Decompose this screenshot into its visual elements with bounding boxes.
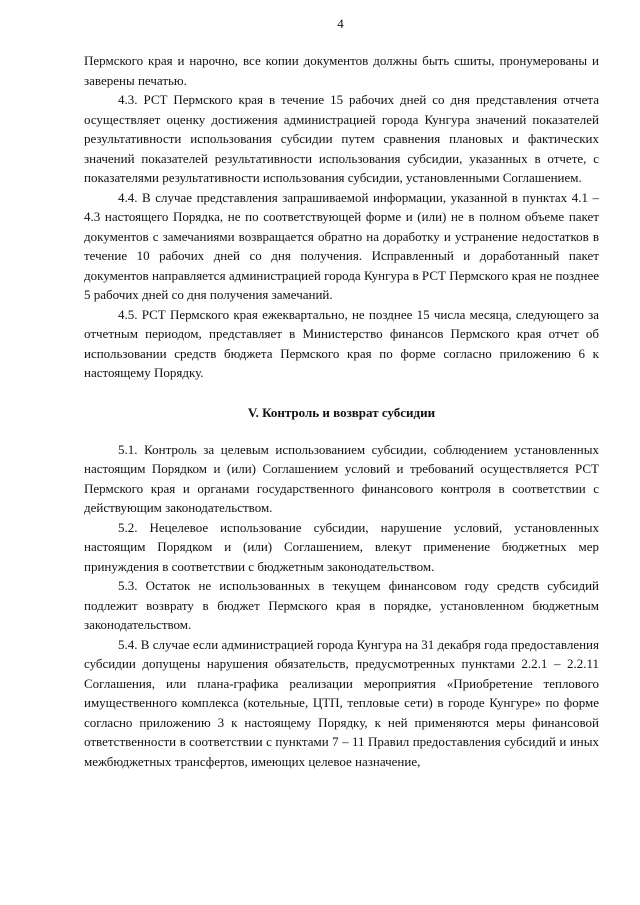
paragraph-4-3: 4.3. РСТ Пермского края в течение 15 рабочих дней со дня представления отчета осуществляет оценку достижения администрацией города Кунгура значений показателей результативности использования субсидии путем сравнения плановых и фактических значений показателей результативности использования субсидии, указанных в отчете, с показателями результативности использования субсидии, установленными Соглашением. — [84, 92, 599, 185]
page-number: 4 — [337, 16, 344, 31]
paragraph-continuation: Пермского края и нарочно, все копии документов должны быть сшиты, пронумерованы и заверены печатью. — [84, 53, 599, 88]
document-page — [84, 14, 599, 771]
paragraph-5-2: 5.2. Нецелевое использование субсидии, нарушение условий, установленных настоящим Порядком и (или) Соглашением, влекут применение бюджетных мер принуждения в соответствии с бюджетным законодательством. — [84, 519, 599, 574]
section-heading: V. Контроль и возврат субсидии — [247, 404, 436, 420]
paragraph-4-5: 4.5. РСТ Пермского края ежеквартально, не позднее 15 числа месяца, следующего за отчетным периодом, представляет в Министерство финансов Пермского края отчет об использовании средств бюджета Пермского края по форме согласно приложению 6 к настоящему Порядку. — [84, 306, 599, 380]
paragraph-5-1: 5.1. Контроль за целевым использованием субсидии, соблюдением установленных настоящим Порядком и (или) Соглашением условий и требований осуществляется РСТ Пермского края и органами государственного финансового контроля в соответствии с действующим законодательством. — [84, 441, 599, 515]
paragraph-4-4: 4.4. В случае представления запрашиваемой информации, указанной в пунктах 4.1 – 4.3 настоящего Порядка, не по соответствующей форме и (или) не в полном объеме пакет документов с замечаниями возвращается обратно на доработку и устранение недостатков в течение 10 рабочих дней со дня получения. Исправленный и доработанный пакет документов направляется администрацией города Кунгура в РСТ Пермского края не позднее 5 рабочих дней со дня получения замечаний. — [84, 189, 599, 302]
paragraph-5-3: 5.3. Остаток не использованных в текущем финансовом году средств субсидий подлежит возврату в бюджет Пермского края в порядке, установленном бюджетным законодательством. — [84, 578, 599, 632]
paragraph-5-4: 5.4. В случае если администрацией города Кунгура на 31 декабря года предоставления субсидии допущены нарушения обязательств, предусмотренных пунктами 2.2.1 – 2.2.11 Соглашения, или плана-графика реализации мероприятия «Приобретение теплового имущественного комплекса (котельные, ЦТП, тепловые сети) в городе Кунгуре» по форме согласно приложению 3 к настоящему Порядку, к ней применяются меры финансовой ответственности в соответствии с пунктами 7 – 11 Правил предоставления субсидий и иных межбюджетных трансфертов, имеющих целевое назначение, — [84, 636, 599, 769]
